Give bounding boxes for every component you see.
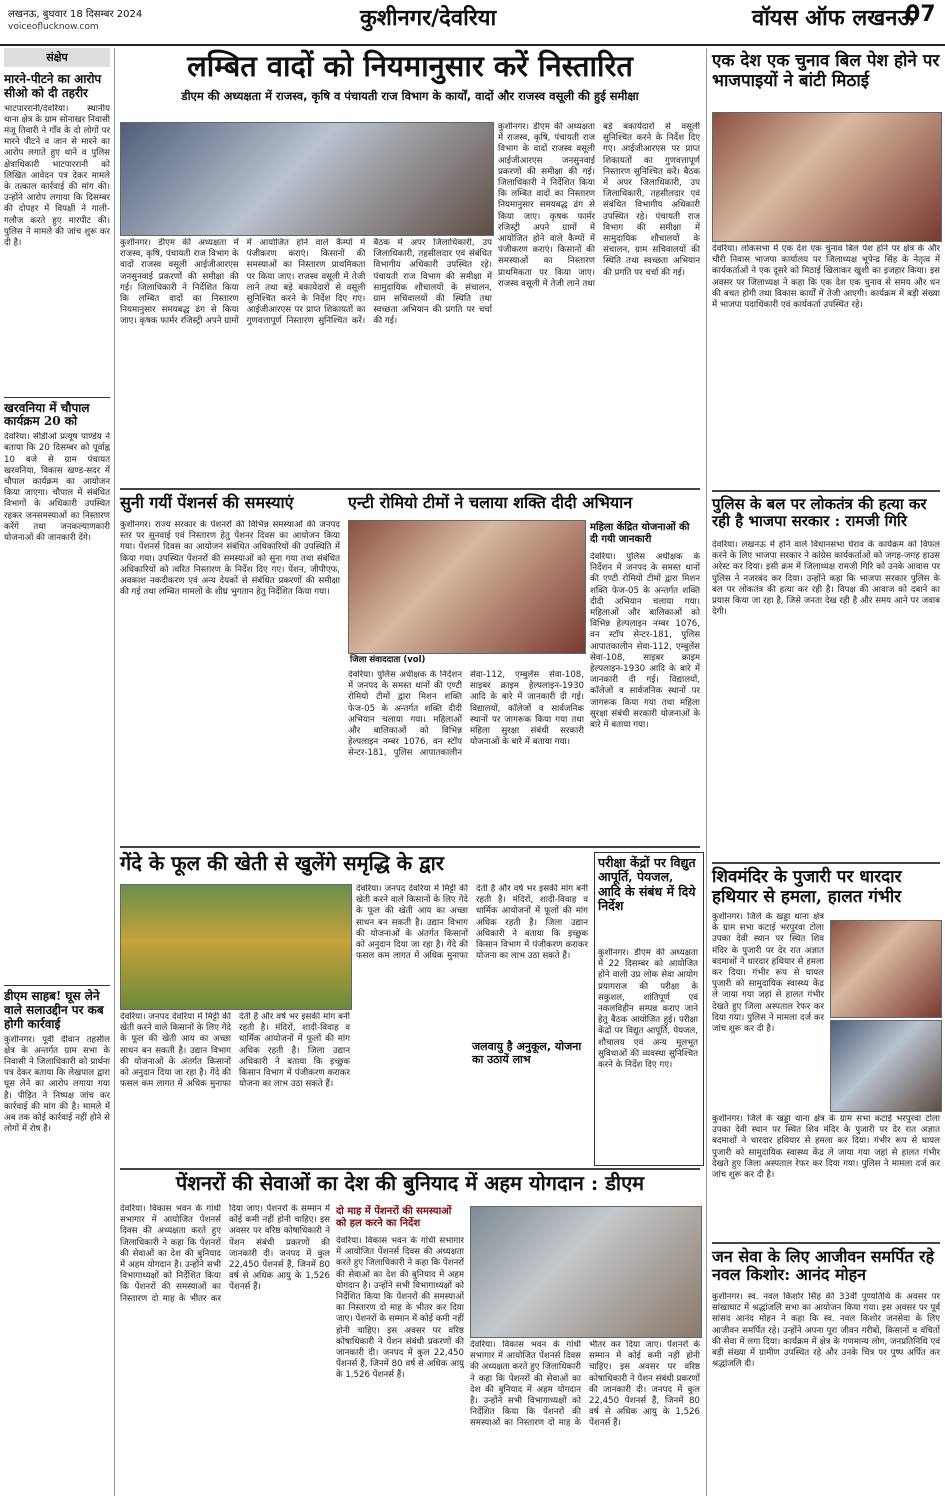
sankshep-label: संक्षेप (4, 48, 110, 67)
marigold-body-continued: देवरिया। जनपद देवरिया में मिट्टी की खेती करने वाले किसानों के लिए गेंदे के फूल की खेती आय का अच्छा साधन बन सकती है। उद्यान विभाग की योजनाओं के अंतर्गत किसानों को अनुदान दिया जा रहा है। गेंदे की फसल कम लागत में अधिक मुनाफा देती है और वर्ष भर इसकी मांग बनी रहती है। मंदिरों, शादी-विवाह व धार्मिक आयोजनों में फूलों की मांग अधिक रहती है। जिला उद्यान अधिकारी ने बताया कि इच्छुक किसान विभाग में पंजीकरण कराकर योजना का लाभ उठा सकते हैं। (356, 884, 588, 962)
one-nation-photo (712, 112, 942, 242)
priest-attack-body-continued: कुशीनगर। जिले के खड्डा थाना क्षेत्र के ग्राम सभा कटाई भरपुरवा टोला उपका देवी स्थान पर स्थित शिव मंदिर के पुजारी पर देर रात अज्ञात बदमाशों ने धारदार हथियार से हमला कर दिया। गंभीर रूप से घायल पुजारी को सामुदायिक स्वास्थ्य केंद्र ले जाया गया जहां से हालत गंभीर देखते हुए जिला अस्पताल रेफर कर दिया गया। पुलिस ने मामला दर्ज कर जांच शुरू कर दी है। (712, 1114, 940, 1181)
masthead (0, 0, 945, 46)
lead-body-continued: कुशीनगर। डीएम की अध्यक्षता में राजस्व, कृषि, पंचायती राज विभाग के वादों राजस्व वसूली आईजीआरएस जनसुनवाई प्रकरणों की समीक्षा की गई। जिलाधिकारी ने निर्देशित किया कि लम्बित वादों का निस्तारण नियमानुसार समयबद्ध ढंग से किया जाए। कृषक फार्मर रजिस्ट्री अपने ग्रामों में आयोजित होने वाले कैम्पों में पंजीकरण कराएं। किसानों की समस्याओं का निस्तारण प्राथमिकता पर किया जाए। राजस्व वसूली में तेजी लाने तथा बड़े बकायेदारों से वसूली सुनिश्चित करने के निर्देश दिए गए। आईजीआरएस पर प्राप्त शिकायतों का गुणवत्तापूर्ण निस्तारण सुनिश्चित करें। बैठक में अपर जिलाधिकारी, उप जिलाधिकारी, तहसीलदार एवं संबंधित विभागीय अधिकारी उपस्थित रहे। पंचायती राज विभाग की समीक्षा में सामुदायिक शौचालयों के संचालन, ग्राम सचिवालयों की स्थिति तथा स्वच्छता अभियान की प्रगति पर चर्चा की गई। (498, 122, 700, 289)
naval-kishore-body: कुशीनगर। स्व. नवल किशोर सिंह की 33वीं पुण्यतिथि के अवसर पर सांखाघाट में श्रद्धांजलि सभा का आयोजन किया गया। इस अवसर पर पूर्व सांसद आनंद मोहन ने कहा कि स्व. नवल किशोर जनसेवा के लिए आजीवन समर्पित रहे। उन्होंने अपना पूरा जीवन गरीबों, किसानों व वंचितों की सेवा में लगा दिया। कार्यक्रम में क्षेत्र के गणमान्य लोग, जनप्रतिनिधि एवं बड़ी संख्या में ग्रामीण उपस्थित रहे और उनके चित्र पर पुष्प अर्पित कर श्रद्धांजलि दी। (712, 1292, 940, 1370)
section-divider (712, 862, 940, 864)
pension-problems-body: कुशीनगर। राज्य सरकार के पेंशनरों की विभिन्न समस्याओं की जनपद स्तर पर सुनवाई एवं निस्तारण हेतु पेंशनर दिवस का आयोजन किया गया। पेंशनर्स दिवस का आयोजन संबंधित अधिकारियों की उपस्थिति में किया गया। उपस्थित पेंशनरों की समस्याओं को सुना गया तथा संबंधित अधिकारियों को त्वरित निस्तारण के निर्देश दिए गए। पेंशन, जीपीएफ, अवकाश नकदीकरण एवं अन्य देयकों से संबंधित प्रकरणों की समीक्षा की गई तथा लम्बित मामलों के शीघ्र भुगतान हेतु निर्देशित किया गया। (120, 520, 340, 598)
marigold-subhead: जलवायु है अनुकूल, योजना का उठायें लाभ (472, 1040, 582, 1067)
column-divider (706, 48, 707, 1496)
lead-photo-meeting (120, 122, 494, 236)
sankshep-headline-3: डीएम साहब! घूस लेने वाले सलाउद्दीन पर कब होगी कार्रवाई (4, 985, 110, 1031)
sankshep-column (4, 48, 110, 1496)
newspaper-brand: वॉयस ऑफ लखनऊ (752, 5, 915, 31)
pension-problems-headline: सुनी गयीं पेंशनर्स की समस्याएं (120, 493, 294, 512)
priest-attack-headline: शिवमंदिर के पुजारी पर धारदार हथियार से हमला, हालत गंभीर (712, 867, 902, 907)
one-nation-headline: एक देश एक चुनाव बिल पेश होने पर भाजपाइयों ने बांटी मिठाई (712, 51, 940, 91)
section-divider (712, 490, 940, 492)
marigold-body: देवरिया। जनपद देवरिया में मिट्टी की खेती करने वाले किसानों के लिए गेंदे के फूल की खेती आय का अच्छा साधन बन सकती है। उद्यान विभाग की योजनाओं के अंतर्गत किसानों को अनुदान दिया जा रहा है। गेंदे की फसल कम लागत में अधिक मुनाफा देती है और वर्ष भर इसकी मांग बनी रहती है। मंदिरों, शादी-विवाह व धार्मिक आयोजनों में फूलों की मांग अधिक रहती है। जिला उद्यान अधिकारी ने बताया कि इच्छुक किसान विभाग में पंजीकरण कराकर योजना का लाभ उठा सकते हैं। (120, 1012, 350, 1090)
sankshep-headline-2: खरवनिया में चौपाल कार्यक्रम 20 को (4, 397, 110, 430)
sankshep-body-2: देवरिया। सीडीओ प्रत्यूष पाण्डेय ने बताया कि 20 दिसम्बर को पूर्वाह्न 10 बजे से ग्राम पंचायत खरवनिया, विकास खण्ड-सदर में चौपाल कार्यक्रम का आयोजन किया जाएगा। चौपाल में संबंधित विभागों के अधिकारी उपस्थित रहकर जनसमस्याओं का निस्तारण करेंगे तथा जनकल्याणकारी योजनाओं की जानकारी देंगे। (4, 432, 110, 544)
marigold-field-photo (120, 884, 352, 1010)
anti-romeo-body: देवरिया। पुलिस अधीक्षक के निर्देशन में जनपद के समस्त थानों की एण्टी रोमियो टीमों द्वारा मिशन शक्ति फेज-05 के अन्तर्गत शक्ति दीदी अभियान चलाया गया। महिलाओं और बालिकाओं को विभिन्न हेल्पलाइन नम्बर 1076, वन स्टॉप सेन्टर-181, पुलिस आपातकालीन सेवा-112, एम्बुलेंस सेवा-108, साइबर क्राइम हेल्पलाइन-1930 आदि के बारे में जानकारी दी गई। विद्यालयों, कॉलेजों व सार्वजनिक स्थानों पर जागरूक किया गया तथा महिला सुरक्षा संबंधी सरकारी योजनाओं के बारे में बताया गया। (348, 670, 584, 759)
anti-romeo-headline: एन्टी रोमियो टीमों ने चलाया शक्ति दीदी अभियान (348, 493, 633, 512)
pensioners-foundation-body: देवरिया। विकास भवन के गांधी सभागार में आयोजित पेंशनर्स दिवस की अध्यक्षता करते हुए जिलाधिकारी ने कहा कि पेंशनरों की सेवाओं का देश की बुनियाद में अहम योगदान है। उन्होंने सभी विभागाध्यक्षों को निर्देशित किया कि पेंशनरों की समस्याओं का निस्तारण दो माह के भीतर कर दिया जाए। पेंशनरों के सम्मान में कोई कमी नहीं होनी चाहिए। इस अवसर पर वरिष्ठ कोषाधिकारी ने पेंशन संबंधी प्रकरणों की जानकारी दी। जनपद में कुल 22,450 पेंशनर्स हैं, जिनमें 80 वर्ष से अधिक आयु के 1,526 पेंशनर्स हैं। (120, 1204, 330, 1304)
pensioners-foundation-body-3: देवरिया। विकास भवन के गांधी सभागार में आयोजित पेंशनर्स दिवस की अध्यक्षता करते हुए जिलाधिकारी ने कहा कि पेंशनरों की सेवाओं का देश की बुनियाद में अहम योगदान है। उन्होंने सभी विभागाध्यक्षों को निर्देशित किया कि पेंशनरों की समस्याओं का निस्तारण दो माह के भीतर कर दिया जाए। पेंशनरों के सम्मान में कोई कमी नहीं होनी चाहिए। इस अवसर पर वरिष्ठ कोषाधिकारी ने पेंशन संबंधी प्रकरणों की जानकारी दी। जनपद में कुल 22,450 पेंशनर्स हैं, जिनमें 80 वर्ष से अधिक आयु के 1,526 पेंशनर्स हैं। (470, 1340, 700, 1429)
anti-romeo-sidebar-head: महिला केंद्रित योजनाओं की दी गयी जानकारी (590, 522, 690, 545)
pensioners-foundation-headline: पेंशनरों की सेवाओं का देश की बुनियाद में अहम योगदान : डीएम (175, 1171, 645, 1195)
section-divider (120, 846, 700, 848)
one-nation-body: देवरिया। लोकसभा में एक देश एक चुनाव बिल पेश होने पर क्षेत्र के और चौरी निवास भाजपा कार्यालय पर जिलाध्यक्ष भूपेन्द्र सिंह के नेतृत्व में कार्यकर्ताओं ने एक दूसरे को मिठाई खिलाकर खुशी का इजहार किया। इस अवसर पर जिलाध्यक्ष ने कहा कि एक देश एक चुनाव से समय और धन की बचत होगी तथा विकास कार्यों में तेजी आएगी। कार्यक्रम में बड़ी संख्या में भाजपा पदाधिकारी एवं कार्यकर्ता उपस्थित रहे। (712, 244, 940, 311)
sankshep-body-1: भाटपाररानी/देवरिया। स्थानीय थाना क्षेत्र के ग्राम सोनाखर निवासी मंजू तिवारी ने गाँव के दो लोगों पर मारने पीटने व जान से मारने का आरोप लगाते हुए थाने व पुलिस क्षेत्राधिकारी भाटपाररानी को लिखित आवेदन पत्र देकर मामले के तत्काल कार्रवाई की मांग की। उन्होंने आरोप लगाया कि दिसम्बर की दोपहर में विपक्षी ने गाली-गलौज करते हुए मारपीट की। पुलिस ने मामले की जांच शुरू कर दी है। (4, 103, 110, 249)
anti-romeo-photo-caption: जिला संवाददाता (vol) (350, 655, 426, 665)
naval-kishore-headline: जन सेवा के लिए आजीवन समर्पित रहे नवल किशोर: आनंद मोहन (712, 1247, 935, 1285)
exam-centers-body: कुशीनगर। डीएम की अध्यक्षता में 22 दिसम्बर को आयोजित होने वाली उप्र लोक सेवा आयोग प्रयागराज की परीक्षा के सकुशल, शांतिपूर्ण एवं नकलविहीन सम्पन्न कराए जाने हेतु बैठक आयोजित हुई। परीक्षा केंद्रों पर विद्युत आपूर्ति, पेयजल, शौचालय एवं अन्य मूलभूत सुविधाओं की व्यवस्था सुनिश्चित करने के निर्देश दिए गए। (598, 948, 698, 1071)
section-divider (120, 488, 700, 490)
democracy-headline: पुलिस के बल पर लोकतंत्र की हत्या कर रही है भाजपा सरकार : रामजी गिरि (712, 495, 927, 531)
pensioners-foundation-body-2: देवरिया। विकास भवन के गांधी सभागार में आयोजित पेंशनर्स दिवस की अध्यक्षता करते हुए जिलाधिकारी ने कहा कि पेंशनरों की सेवाओं का देश की बुनियाद में अहम योगदान है। उन्होंने सभी विभागाध्यक्षों को निर्देशित किया कि पेंशनरों की समस्याओं का निस्तारण दो माह के भीतर कर दिया जाए। पेंशनरों के सम्मान में कोई कमी नहीं होनी चाहिए। इस अवसर पर वरिष्ठ कोषाधिकारी ने पेंशन संबंधी प्रकरणों की जानकारी दी। जनपद में कुल 22,450 पेंशनर्स हैं, जिनमें 80 वर्ष से अधिक आयु के 1,526 पेंशनर्स हैं। (336, 1236, 464, 1381)
page-number: 07 (905, 2, 936, 27)
sankshep-body-3: कुशीनगर। पूर्वी दीवान तहसील क्षेत्र के अन्तर्गत ग्राम सभा के निवासी ने जिलाधिकारी को प्रार्थना पत्र देकर बताया कि लेखपाल द्वारा घूस लेने का आरोप लगाया गया है। पीड़ित ने निष्पक्ष जांच कर कार्रवाई की मांग की है। मामले में अब तक कोई कार्रवाई नहीं होने से लोगों में रोष है। (4, 1034, 110, 1135)
section-title: कुशीनगर/देवरिया (360, 5, 497, 31)
section-divider (120, 1168, 700, 1170)
sankshep-headline-1: मारने-पीटने का आरोप सीओ को दी तहरीर (4, 72, 102, 100)
lead-subhead: डीएम की अध्यक्षता में राजस्व, कृषि व पंचायती राज विभाग के कार्यों, वादों और राजस्व वसूली की हुई समीक्षा (181, 89, 639, 103)
temple-photo (830, 1020, 942, 1112)
exam-centers-headline: परीक्षा केंद्रों पर विद्युत आपूर्ति, पेयजल, आदि के संबंध में दिये निर्देश (598, 855, 696, 914)
priest-attack-body: कुशीनगर। जिले के खड्डा थाना क्षेत्र के ग्राम सभा कटाई भरपुरवा टोला उपका देवी स्थान पर स्थित शिव मंदिर के पुजारी पर देर रात अज्ञात बदमाशों ने धारदार हथियार से हमला कर दिया। गंभीर रूप से घायल पुजारी को सामुदायिक स्वास्थ्य केंद्र ले जाया गया जहां से हालत गंभीर देखते हुए जिला अस्पताल रेफर कर दिया गया। पुलिस ने मामला दर्ज कर जांच शुरू कर दी है। (712, 912, 824, 1035)
anti-romeo-photo (348, 520, 586, 654)
priest-photo (830, 920, 942, 1018)
lead-headline: लम्बित वादों को नियमानुसार करें निस्तारित (187, 49, 633, 83)
anti-romeo-sidebar-body: देवरिया। पुलिस अधीक्षक के निर्देशन में जनपद के समस्त थानों की एण्टी रोमियो टीमों द्वारा मिशन शक्ति फेज-05 के अन्तर्गत शक्ति दीदी अभियान चलाया गया। महिलाओं और बालिकाओं को विभिन्न हेल्पलाइन नम्बर 1076, वन स्टॉप सेन्टर-181, पुलिस आपातकालीन सेवा-112, एम्बुलेंस सेवा-108, साइबर क्राइम हेल्पलाइन-1930 आदि के बारे में जानकारी दी गई। विद्यालयों, कॉलेजों व सार्वजनिक स्थानों पर जागरूक किया गया तथा महिला सुरक्षा संबंधी सरकारी योजनाओं के बारे में बताया गया। (590, 552, 700, 731)
section-divider (712, 1242, 940, 1244)
website-link[interactable]: voiceoflucknow.com (8, 22, 99, 32)
column-divider (114, 48, 115, 1496)
pensioners-foundation-subhead: दो माह में पेंशनरों की समस्याओं को हल करने का निर्देश (336, 1206, 452, 1229)
issue-date: लखनऊ, बुधवार 18 दिसम्बर 2024 (8, 9, 143, 20)
democracy-body: देवरिया। लखनऊ में होने वाले विधानसभा घेराव के कार्यक्रम को विफल करने के लिए भाजपा सरकार ने कांग्रेस कार्यकर्ताओं को जगह-जगह हाउस अरेस्ट कर दिया। इसी क्रम में जिलाध्यक्ष रामजी गिरि को उनके आवास पर पुलिस ने नजरबंद कर दिया। उन्होंने कहा कि भाजपा सरकार पुलिस के बल पर लोकतंत्र की हत्या कर रही है। विपक्ष की आवाज को दबाने का प्रयास किया जा रहा है, जिसे जनता देख रही है और समय आने पर जवाब देगी। (712, 540, 940, 618)
lead-body: कुशीनगर। डीएम की अध्यक्षता में राजस्व, कृषि, पंचायती राज विभाग के वादों राजस्व वसूली आईजीआरएस जनसुनवाई प्रकरणों की समीक्षा की गई। जिलाधिकारी ने निर्देशित किया कि लम्बित वादों का निस्तारण नियमानुसार समयबद्ध ढंग से किया जाए। कृषक फार्मर रजिस्ट्री अपने ग्रामों में आयोजित होने वाले कैम्पों में पंजीकरण कराएं। किसानों की समस्याओं का निस्तारण प्राथमिकता पर किया जाए। राजस्व वसूली में तेजी लाने तथा बड़े बकायेदारों से वसूली सुनिश्चित करने के निर्देश दिए गए। आईजीआरएस पर प्राप्त शिकायतों का गुणवत्तापूर्ण निस्तारण सुनिश्चित करें। बैठक में अपर जिलाधिकारी, उप जिलाधिकारी, तहसीलदार एवं संबंधित विभागीय अधिकारी उपस्थित रहे। पंचायती राज विभाग की समीक्षा में सामुदायिक शौचालयों के संचालन, ग्राम सचिवालयों की स्थिति तथा स्वच्छता अभियान की प्रगति पर चर्चा की गई। (120, 238, 492, 327)
pensioners-foundation-photo (470, 1206, 702, 1338)
marigold-headline: गेंदे के फूल की खेती से खुलेंगे समृद्धि के द्वार (120, 851, 444, 875)
